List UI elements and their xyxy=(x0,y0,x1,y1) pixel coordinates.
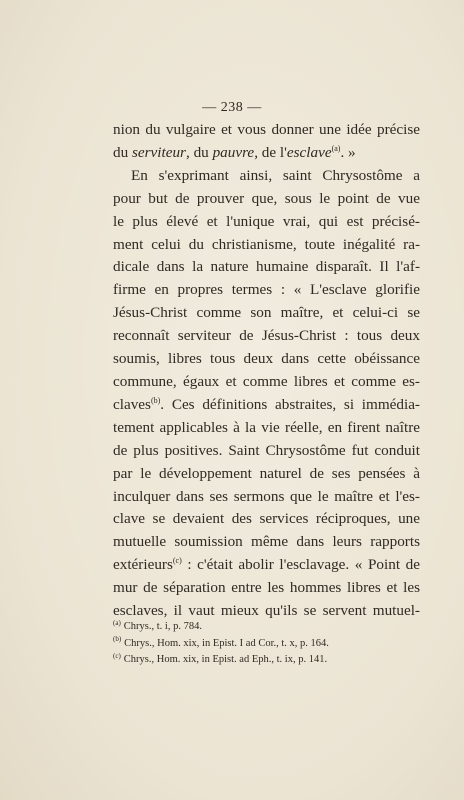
text-run: En s'exprimant ainsi, saint Chrysostôme a xyxy=(131,166,420,184)
text-run: soumis, libres tous deux dans cette obéissance xyxy=(113,350,420,368)
footnote-mark: (b) xyxy=(113,635,122,643)
footnote xyxy=(113,652,420,669)
footnote xyxy=(113,636,420,653)
text-line xyxy=(113,234,420,257)
text-line xyxy=(113,142,420,165)
text-line xyxy=(113,371,420,394)
footnote-mark: (a) xyxy=(113,618,121,627)
text-line xyxy=(113,256,420,279)
text-line xyxy=(113,531,420,554)
text-line xyxy=(113,325,420,348)
text-run: , du xyxy=(185,143,213,161)
text-line xyxy=(113,302,420,325)
page-number: — 238 — xyxy=(202,100,262,115)
text-run: de plus positives. Saint Chrysostôme fut conduit xyxy=(113,441,420,459)
footnote-text: Chrys., t. i, p. 784. xyxy=(123,621,202,632)
text-line xyxy=(113,486,420,509)
text-run: ment celui du christianisme, toute inégalité ra- xyxy=(113,235,420,253)
text-run: nion du vulgaire et vous donner une idée précise xyxy=(113,121,420,138)
italic-word: pauvre xyxy=(212,143,255,161)
text-run: . » xyxy=(340,143,356,161)
text-line xyxy=(113,211,420,234)
text-run: Jésus-Christ comme son maître, et celui-ci se xyxy=(113,304,420,322)
text-line xyxy=(113,188,420,211)
footnote-mark: (c) xyxy=(113,651,121,660)
footnote xyxy=(113,619,420,636)
footnote-ref: (b) xyxy=(150,395,161,405)
text-line xyxy=(113,348,420,371)
text-run: clave se devaient des services réciproques, une xyxy=(113,510,420,528)
footnote-text: Chrys., Hom. xix, in Epist. ad Eph., t. ix, p. 141. xyxy=(123,654,328,665)
text-run: . Ces définitions abstraites, si immédia- xyxy=(160,395,420,413)
text-run: esclaves, il vaut mieux qu'ils se servent mutuel- xyxy=(113,602,420,620)
footnote-ref: (c) xyxy=(172,556,182,566)
italic-word: esclave xyxy=(286,143,332,161)
text-run: du xyxy=(113,143,132,161)
text-run: inculquer dans ses sermons que le maître et l'es- xyxy=(113,487,420,505)
text-run: : c'était abolir l'esclavage. « Point de xyxy=(181,556,420,574)
text-run: firme en propres termes : « L'esclave glorifie xyxy=(113,281,420,299)
text-line xyxy=(113,554,420,577)
text-run: par le développement naturel de ses pensées à xyxy=(113,464,420,482)
text-line xyxy=(113,463,420,486)
text-line xyxy=(113,119,420,142)
footnotes xyxy=(113,619,420,669)
text-line xyxy=(113,440,420,463)
footnote-ref: (a) xyxy=(331,143,341,153)
text-line xyxy=(113,508,420,531)
footnote-text: Chrys., Hom. xix, in Epist. I ad Cor., t. x, p. 164. xyxy=(124,637,329,649)
text-run: dicale dans la nature humaine disparaît. Il l'af- xyxy=(113,258,420,276)
text-line xyxy=(113,417,420,440)
text-line xyxy=(113,577,420,600)
text-run: mur de séparation entre les hommes libres et les xyxy=(113,579,420,597)
text-line xyxy=(113,165,420,188)
text-run: mutuelle soumission même dans leurs rapports xyxy=(113,533,420,551)
text-run: commune, égaux et comme libres et comme es- xyxy=(113,372,420,390)
italic-word: serviteur xyxy=(131,143,186,161)
text-run: pour but de prouver que, sous le point de vue xyxy=(113,189,420,207)
text-line xyxy=(113,394,420,417)
text-line xyxy=(113,279,420,302)
text-run: claves xyxy=(113,395,151,413)
text-run: extérieurs xyxy=(113,556,173,574)
body-text xyxy=(113,119,420,623)
text-run: , de l' xyxy=(254,143,287,161)
text-run: tement applicables à la vie réelle, en firent naître xyxy=(113,418,420,436)
text-run: reconnaît serviteur de Jésus-Christ : tous deux xyxy=(113,327,420,345)
text-run: le plus élevé et l'unique vrai, qui est précisé- xyxy=(113,212,420,230)
